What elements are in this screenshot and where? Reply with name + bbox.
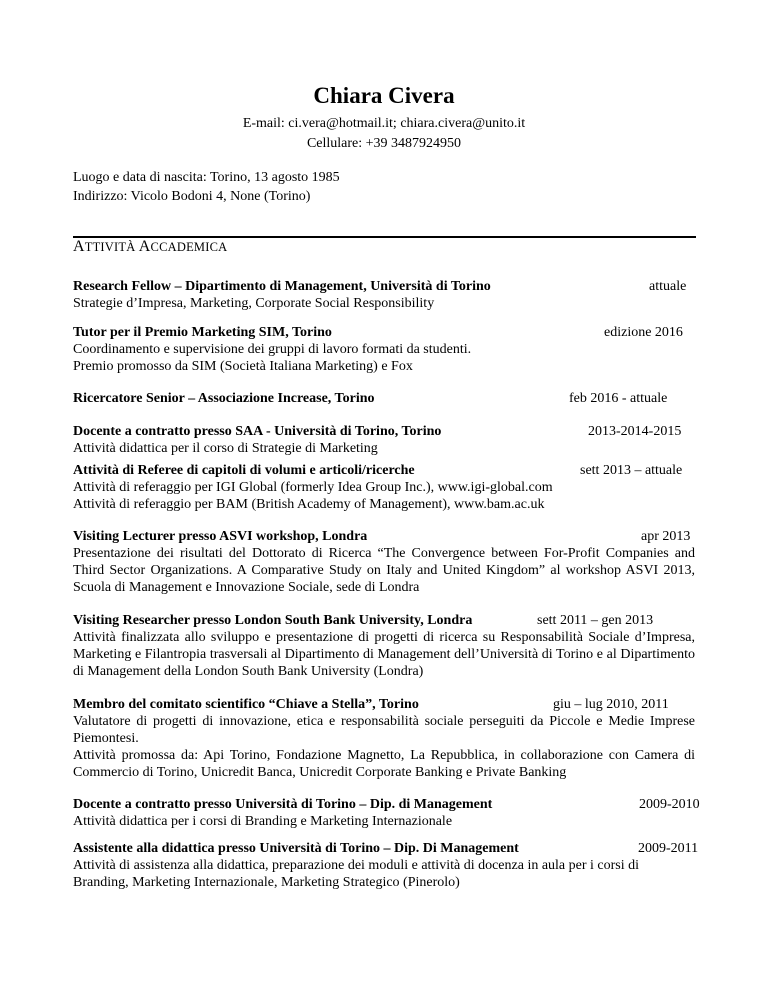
birth-line: Luogo e data di nascita: Torino, 13 agosto 1985 xyxy=(73,170,340,185)
entry-line: Attività didattica per il corso di Strategie di Marketing xyxy=(73,441,378,456)
address-line: Indirizzo: Vicolo Bodoni 4, None (Torino) xyxy=(73,189,311,204)
entry-title: Attività di Referee di capitoli di volumi e articoli/ricerche xyxy=(73,463,415,478)
entry-line: Coordinamento e supervisione dei gruppi di lavoro formati da studenti. xyxy=(73,342,472,357)
email-line: E-mail: ci.vera@hotmail.it; chiara.civera@unito.it xyxy=(242,116,526,131)
entry-title: Membro del comitato scientifico “Chiave a Stella”, Torino xyxy=(73,697,419,712)
cv-entry xyxy=(73,462,695,513)
cv-entry xyxy=(73,796,700,830)
entry-title: Tutor per il Premio Marketing SIM, Torino xyxy=(73,325,332,340)
entry-title: Docente a contratto presso Università di Torino – Dip. di Management xyxy=(73,797,493,812)
entry-title: Ricercatore Senior – Associazione Increase, Torino xyxy=(73,391,375,406)
entry-title: Visiting Lecturer presso ASVI workshop, Londra xyxy=(73,529,368,544)
entry-title: Docente a contratto presso SAA - Università di Torino, Torino xyxy=(73,424,442,439)
entry-paragraph: Presentazione dei risultati del Dottorato di Ricerca “The Convergence between For-Profit Companies and Third Sector Organizations. A Comparative Study on Italy and United Kingdom” al workshop ASVI 2013, Scuola di Management e Innovazione Sociale, sede di Londra xyxy=(73,546,695,595)
entry-line: Strategie d’Impresa, Marketing, Corporate Social Responsibility xyxy=(73,296,435,311)
entry-date: sett 2013 – attuale xyxy=(580,463,683,478)
entry-date: attuale xyxy=(649,279,687,294)
section-title: ATTIVITÀ ACCADEMICA xyxy=(73,238,228,255)
entry-line: Attività di referaggio per BAM (British Academy of Management), www.bam.ac.uk xyxy=(73,497,545,512)
cv-entry xyxy=(73,423,695,457)
entry-date: 2009-2011 xyxy=(638,841,699,856)
entry-paragraph: Attività promossa da: Api Torino, Fondazione Magnetto, La Repubblica, in collaborazione con Camera di Commercio di Torino, Unicredit Banca, Unicredit Corporate Banking e Private Banking xyxy=(73,748,695,780)
entry-paragraph: Valutatore di progetti di innovazione, etica e responsabilità sociale perseguiti da Piccole e Medie Imprese Piemontesi. xyxy=(73,714,695,746)
cv-entry xyxy=(73,696,695,781)
entry-line: Premio promosso da SIM (Società Italiana Marketing) e Fox xyxy=(73,359,413,374)
entry-date: edizione 2016 xyxy=(604,325,683,340)
phone-line: Cellulare: +39 3487924950 xyxy=(306,136,462,151)
cv-entry xyxy=(73,324,695,375)
entry-date: apr 2013 xyxy=(641,529,691,544)
entry-paragraph: Attività di assistenza alla didattica, preparazione dei moduli e attività di docenza in aula per i corsi di Branding, Marketing Internazionale, Marketing Strategico (Pinerolo) xyxy=(73,858,640,890)
cv-entry xyxy=(73,528,695,596)
cv-name: Chiara Civera xyxy=(313,83,455,108)
entry-line: Attività di referaggio per IGI Global (formerly Idea Group Inc.), www.igi-global.com xyxy=(73,480,553,495)
entry-paragraph: Attività finalizzata allo sviluppo e presentazione di progetti di ricerca su Responsabilità Sociale d’Impresa, Marketing e Filantropia trasversali al Dipartimento di Management dell’Università di Torino e al Dipartimento di Management della London South Bank University (Londra) xyxy=(73,630,695,679)
entry-date: sett 2011 – gen 2013 xyxy=(537,613,654,628)
cv-entry xyxy=(73,840,699,891)
entry-date: giu – lug 2010, 2011 xyxy=(553,697,669,712)
cv-entry xyxy=(73,612,695,680)
entry-line: Attività didattica per i corsi di Branding e Marketing Internazionale xyxy=(73,814,453,829)
entry-date: 2013-2014-2015 xyxy=(588,424,682,439)
entry-title: Research Fellow – Dipartimento di Management, Università di Torino xyxy=(73,279,491,294)
entry-date: 2009-2010 xyxy=(639,797,700,812)
cv-entry xyxy=(73,390,695,407)
entry-title: Visiting Researcher presso London South Bank University, Londra xyxy=(73,613,473,628)
entry-title: Assistente alla didattica presso Università di Torino – Dip. Di Management xyxy=(73,841,519,856)
entry-date: feb 2016 - attuale xyxy=(569,391,668,406)
cv-entry xyxy=(73,278,695,312)
